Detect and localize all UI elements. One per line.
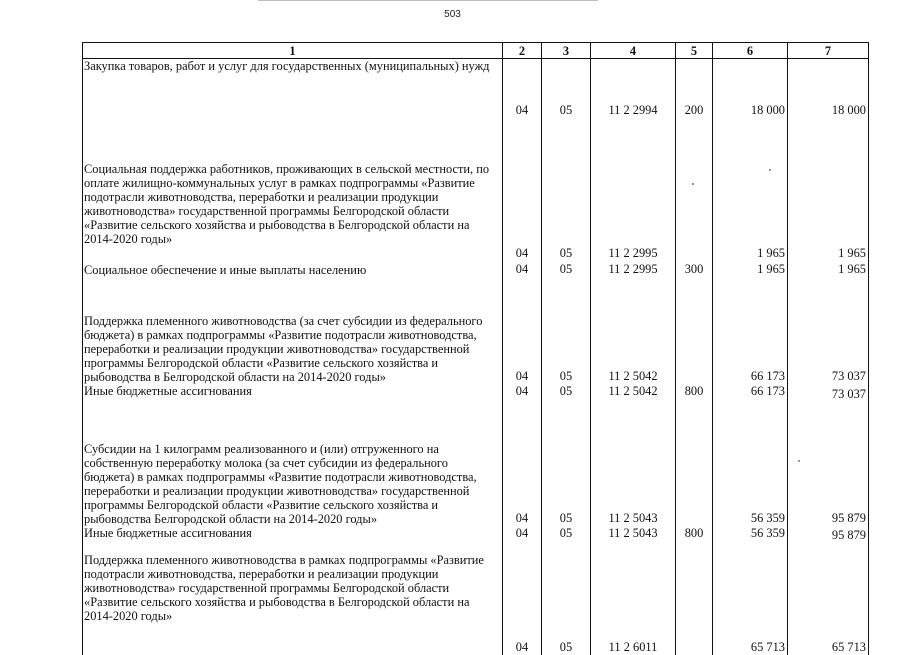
scan-speck <box>798 460 800 462</box>
header-cell: 7 <box>788 43 869 59</box>
amount-col7: 73 037 <box>788 384 869 403</box>
row-description: Субсидии на 1 килограмм реализованного и (или) отгруженного на собственную переработку молока (за счет субсидии из федерального бюджета) в рамках подпрограммы «Развитие подотрасли животноводства, переработки и реализации продукции животноводства» государственной программы Белгородской области «Развитие сельского хозяйства и рыбоводства Белгородской области на 2014-2020 годы» <box>83 403 503 526</box>
table-row <box>83 403 869 526</box>
section-code: 04 <box>503 384 542 403</box>
scan-speck <box>769 169 771 171</box>
amount-col7: 1 965 <box>788 261 869 277</box>
header-cell: 5 <box>676 43 713 59</box>
header-cell: 4 <box>591 43 676 59</box>
table-row <box>83 59 869 129</box>
target-article-code: 11 2 2994 <box>591 59 676 129</box>
subsection-code: 05 <box>542 544 591 655</box>
expense-type-code: 800 <box>676 384 713 403</box>
amount-col7: 18 000 <box>788 59 869 129</box>
header-cell: 3 <box>542 43 591 59</box>
subsection-code: 05 <box>542 403 591 526</box>
subsection-code: 05 <box>542 59 591 129</box>
table-row <box>83 384 869 403</box>
amount-col6: 65 713 <box>713 544 788 655</box>
budget-table <box>82 42 869 655</box>
target-article-code: 11 2 2995 <box>591 261 676 277</box>
expense-type-code: 800 <box>676 526 713 544</box>
table-row <box>83 128 869 261</box>
target-article-code: 11 2 5043 <box>591 403 676 526</box>
subsection-code: 05 <box>542 261 591 277</box>
table-row <box>83 526 869 544</box>
table-row <box>83 544 869 655</box>
table-row <box>83 277 869 384</box>
amount-col6: 1 965 <box>713 261 788 277</box>
amount-col7: 95 879 <box>788 526 869 544</box>
table-header-row <box>83 43 869 59</box>
section-code: 04 <box>503 59 542 129</box>
row-description: Социальная поддержка работников, проживающих в сельской местности, по оплате жилищно-коммунальных услуг в рамках подпрограммы «Развитие подотрасли животноводства, переработки и реализации продукции животноводства» государственной программы Белгородской области «Развитие сельского хозяйства и рыбоводства в Белгородской области на 2014-2020 годы» <box>83 128 503 261</box>
target-article-code: 11 2 2995 <box>591 128 676 261</box>
expense-type-code <box>676 128 713 261</box>
amount-col7: 65 713 <box>788 544 869 655</box>
expense-type-code: 300 <box>676 261 713 277</box>
amount-col6: 66 173 <box>713 384 788 403</box>
row-description: Закупка товаров, работ и услуг для государственных (муниципальных) нужд <box>83 59 503 129</box>
subsection-code: 05 <box>542 526 591 544</box>
section-code: 04 <box>503 277 542 384</box>
scan-speck <box>692 183 694 185</box>
amount-col6: 1 965 <box>713 128 788 261</box>
row-description: Иные бюджетные ассигнования <box>83 384 503 403</box>
header-cell: 2 <box>503 43 542 59</box>
section-code: 04 <box>503 544 542 655</box>
amount-col6: 18 000 <box>713 59 788 129</box>
expense-type-code <box>676 277 713 384</box>
row-description: Иные бюджетные ассигнования <box>83 526 503 544</box>
amount-col7: 1 965 <box>788 128 869 261</box>
amount-col7: 95 879 <box>788 403 869 526</box>
table-row <box>83 261 869 277</box>
subsection-code: 05 <box>542 128 591 261</box>
amount-col6: 66 173 <box>713 277 788 384</box>
expense-type-code: 200 <box>676 59 713 129</box>
header-cell: 6 <box>713 43 788 59</box>
section-code: 04 <box>503 526 542 544</box>
scan-top-rule <box>258 0 598 1</box>
row-description: Поддержка племенного животноводства (за счет субсидии из федерального бюджета) в рамках подпрограммы «Развитие подотрасли животноводства, переработки и реализации продукции животноводства» государственной программы Белгородской области «Развитие сельского хозяйства и рыбоводства в Белгородской области на 2014-2020 годы» <box>83 277 503 384</box>
amount-col7: 73 037 <box>788 277 869 384</box>
target-article-code: 11 2 5042 <box>591 277 676 384</box>
row-description: Поддержка племенного животноводства в рамках подпрограммы «Развитие подотрасли животноводства, переработки и реализации продукции животноводства» государственной программы Белгородской области «Развитие сельского хозяйства и рыбоводства в Белгородской области на 2014-2020 годы» <box>83 544 503 655</box>
page-number: 503 <box>444 9 461 20</box>
amount-col6: 56 359 <box>713 403 788 526</box>
section-code: 04 <box>503 403 542 526</box>
section-code: 04 <box>503 261 542 277</box>
expense-type-code <box>676 544 713 655</box>
target-article-code: 11 2 5042 <box>591 384 676 403</box>
row-description: Социальное обеспечение и иные выплаты населению <box>83 261 503 277</box>
subsection-code: 05 <box>542 277 591 384</box>
amount-col6: 56 359 <box>713 526 788 544</box>
header-cell: 1 <box>83 43 503 59</box>
target-article-code: 11 2 5043 <box>591 526 676 544</box>
expense-type-code <box>676 403 713 526</box>
target-article-code: 11 2 6011 <box>591 544 676 655</box>
subsection-code: 05 <box>542 384 591 403</box>
section-code: 04 <box>503 128 542 261</box>
